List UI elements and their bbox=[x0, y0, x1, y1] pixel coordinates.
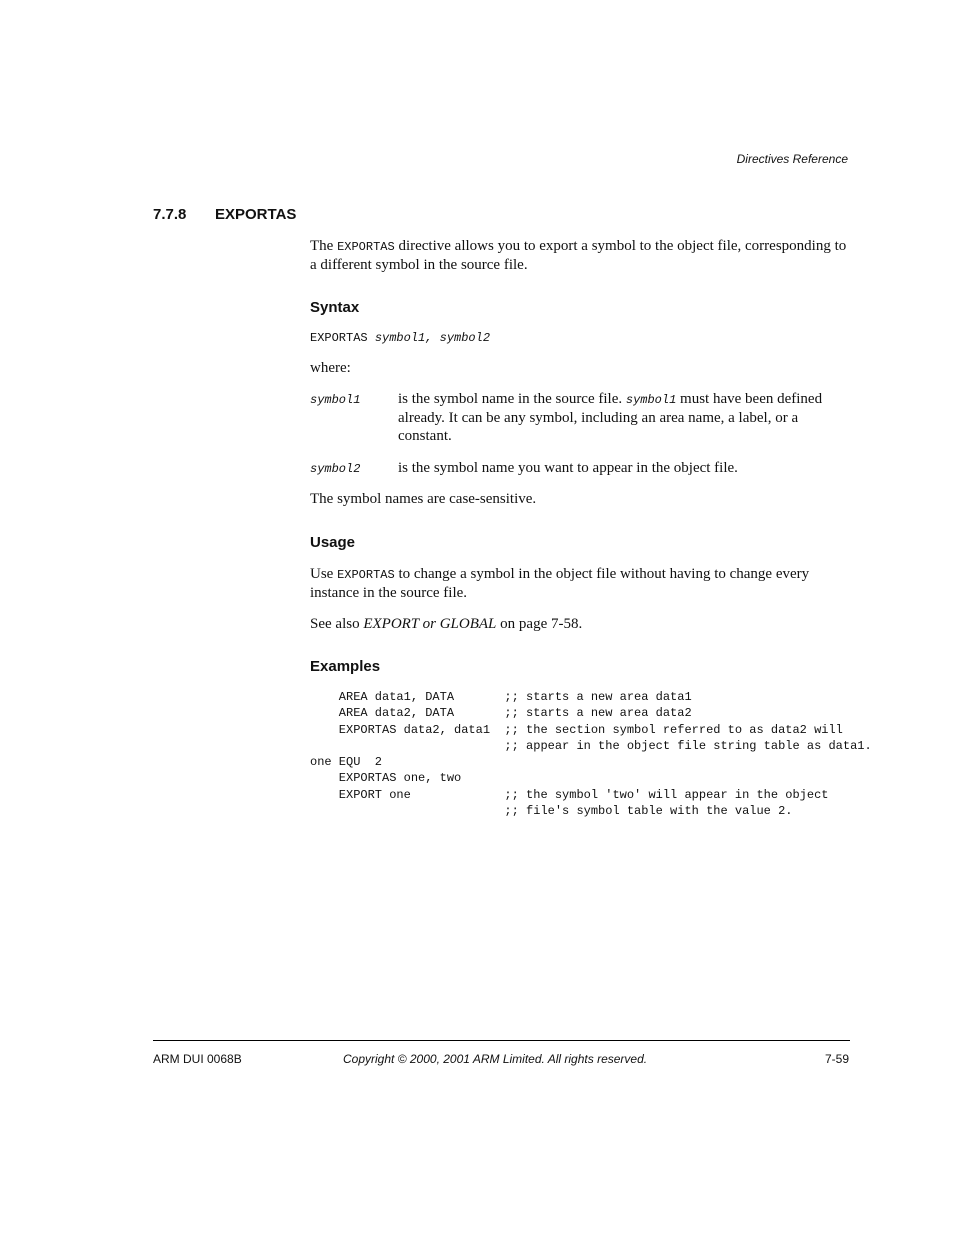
code-line: AREA data2, DATA ;; starts a new area data2 bbox=[310, 706, 692, 721]
usage-text-pre: Use bbox=[310, 566, 338, 582]
syntax-heading: Syntax bbox=[310, 299, 360, 316]
usage-code: EXPORTAS bbox=[337, 568, 395, 582]
section-title: EXPORTAS bbox=[215, 206, 297, 223]
intro-code: EXPORTAS bbox=[337, 240, 395, 254]
section-number: 7.7.8 bbox=[153, 206, 187, 223]
param-desc-code: symbol1 bbox=[625, 393, 677, 407]
export-or-global-link[interactable]: EXPORT or GLOBAL bbox=[363, 616, 497, 632]
example-code-block bbox=[310, 690, 872, 818]
param-term-symbol2: symbol2 bbox=[310, 462, 361, 476]
code-line: EXPORT one ;; the symbol 'two' will appear in the object bbox=[310, 787, 829, 802]
footer-copyright: Copyright © 2000, 2001 ARM Limited. All rights reserved. bbox=[343, 1052, 648, 1066]
footer-rule bbox=[153, 1040, 850, 1041]
see-also-paragraph bbox=[310, 615, 850, 633]
intro-text-post: directive allows you to export a symbol to the object file, corresponding to a different symbol in the source file. bbox=[310, 238, 847, 273]
examples-heading: Examples bbox=[310, 658, 381, 675]
see-also-post: on page 7-58. bbox=[496, 616, 583, 632]
where-label: where: bbox=[310, 360, 351, 376]
param-desc-pre: is the symbol name in the source file. bbox=[398, 391, 626, 407]
usage-text-post: to change a symbol in the object file without having to change every instance in the source file. bbox=[310, 566, 810, 601]
syntax-keyword: EXPORTAS bbox=[310, 331, 368, 345]
code-line: one EQU 2 bbox=[310, 755, 383, 770]
code-line: EXPORTAS one, two bbox=[310, 771, 462, 786]
usage-heading: Usage bbox=[310, 534, 356, 551]
running-header: Directives Reference bbox=[736, 152, 848, 166]
param-term-symbol1: symbol1 bbox=[310, 393, 361, 407]
intro-text-pre: The bbox=[310, 238, 338, 254]
section-heading bbox=[153, 206, 296, 223]
param-desc-post: must have been defined already. It can be any symbol, including an area name, a label, or a constant. bbox=[398, 391, 823, 444]
code-line: AREA data1, DATA ;; starts a new area data1 bbox=[310, 690, 692, 704]
param-desc-symbol2: is the symbol name you want to appear in the object file. bbox=[398, 460, 738, 476]
code-line: ;; file's symbol table with the value 2. bbox=[310, 804, 793, 819]
see-also-pre: See also bbox=[310, 616, 364, 632]
footer-doc-id: ARM DUI 0068B bbox=[153, 1052, 242, 1066]
intro-paragraph bbox=[310, 237, 850, 274]
code-line: ;; appear in the object file string table as data1. bbox=[310, 738, 872, 753]
syntax-line bbox=[310, 331, 490, 345]
param-desc-symbol1 bbox=[398, 390, 848, 445]
code-line: EXPORTAS data2, data1 ;; the section symbol referred to as data2 will bbox=[310, 722, 843, 737]
footer-page-number: 7-59 bbox=[824, 1052, 849, 1066]
syntax-args: symbol1, symbol2 bbox=[374, 331, 491, 345]
usage-paragraph bbox=[310, 565, 850, 602]
case-sensitive-note: The symbol names are case-sensitive. bbox=[310, 491, 537, 507]
